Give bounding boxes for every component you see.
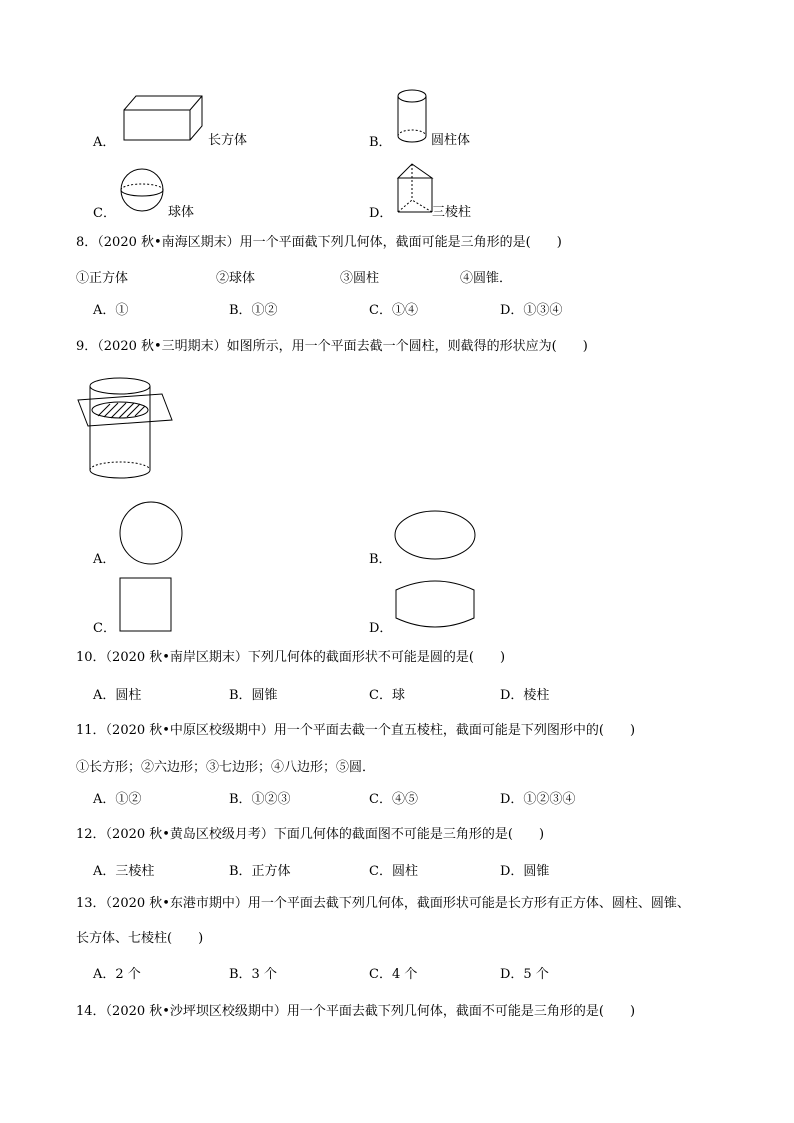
q10-stem: 10．（2020 秋•南岸区期末）下列几何体的截面形状不可能是圆的是( ) xyxy=(76,650,506,665)
cylinder-figure xyxy=(396,88,432,150)
q11-stem: 11．（2020 秋•中原区校级期中）用一个平面去截一个直五棱柱，截面可能是下列图形中的( ) xyxy=(76,723,636,738)
q9-option-c: C． xyxy=(93,621,116,636)
q11-option-d: D．①②③④ xyxy=(500,792,576,807)
q8-item-1: ①正方体 xyxy=(76,271,129,286)
square-figure xyxy=(119,577,173,633)
q13-stem-continued: 长方体、七棱柱( ) xyxy=(76,931,204,946)
circle-figure xyxy=(118,500,184,566)
sphere-figure xyxy=(120,168,168,216)
q9-option-d: D． xyxy=(369,621,393,636)
q12-option-a: A．三棱柱 xyxy=(93,864,155,879)
q7-option-d-letter: D． xyxy=(369,206,393,221)
q8-option-d: D．①③④ xyxy=(500,303,563,318)
q9-option-a: A． xyxy=(93,552,116,567)
barrel-shape-figure xyxy=(394,576,478,634)
q8-stem: 8．（2020 秋•南海区期末）用一个平面截下列几何体，截面可能是三角形的是( ) xyxy=(76,235,562,250)
q8-option-a: A．① xyxy=(93,303,129,318)
q12-option-d: D．圆锥 xyxy=(500,864,550,879)
q7-option-d-label: 三棱柱 xyxy=(432,205,472,220)
q8-item-4: ④圆锥． xyxy=(460,271,513,286)
q10-option-d: D．棱柱 xyxy=(500,688,550,703)
q12-option-b: B．正方体 xyxy=(229,864,291,879)
q8-option-c: C．①④ xyxy=(369,303,418,318)
q10-option-c: C．球 xyxy=(369,688,405,703)
q13-option-b: B．3 个 xyxy=(229,967,277,982)
q11-items: ①长方形；②六边形；③七边形；④八边形；⑤圆． xyxy=(76,760,376,775)
q9-option-b: B． xyxy=(369,552,392,567)
cylinder-cut-by-plane-figure xyxy=(76,374,176,486)
q13-stem: 13．（2020 秋•东港市期中）用一个平面去截下列几何体，截面形状可能是长方形有正方体、圆柱、圆锥、 xyxy=(76,896,690,911)
q8-item-3: ③圆柱 xyxy=(340,271,380,286)
q10-option-b: B．圆锥 xyxy=(229,688,278,703)
cuboid-figure xyxy=(122,94,212,144)
q11-option-c: C．④⑤ xyxy=(369,792,418,807)
q7-option-a-letter: A． xyxy=(93,135,116,150)
q11-option-a: A．①② xyxy=(93,792,142,807)
q13-option-a: A．2 个 xyxy=(93,967,141,982)
q12-option-c: C．圆柱 xyxy=(369,864,418,879)
q7-option-b-letter: B． xyxy=(369,135,392,150)
q12-stem: 12．（2020 秋•黄岛区校级月考）下面几何体的截面图不可能是三角形的是( ) xyxy=(76,827,545,842)
q8-item-2: ②球体 xyxy=(216,271,256,286)
q14-stem: 14．（2020 秋•沙坪坝区校级期中）用一个平面去截下列几何体，截面不可能是三角形的是( ) xyxy=(76,1004,636,1019)
ellipse-figure xyxy=(394,510,478,562)
q11-option-b: B．①②③ xyxy=(229,792,291,807)
q13-option-d: D．5 个 xyxy=(500,967,549,982)
q10-option-a: A．圆柱 xyxy=(93,688,142,703)
q7-option-b-label: 圆柱体 xyxy=(431,133,471,148)
q13-option-c: C．4 个 xyxy=(369,967,418,982)
q8-option-b: B．①② xyxy=(229,303,278,318)
q9-stem: 9．（2020 秋•三明期末）如图所示，用一个平面去截一个圆柱，则截得的形状应为( ) xyxy=(76,339,588,354)
triangular-prism-figure xyxy=(396,162,436,218)
q7-option-c-label: 球体 xyxy=(168,205,195,220)
q7-option-c-letter: C． xyxy=(93,206,116,221)
q7-option-a-label: 长方体 xyxy=(208,133,248,148)
